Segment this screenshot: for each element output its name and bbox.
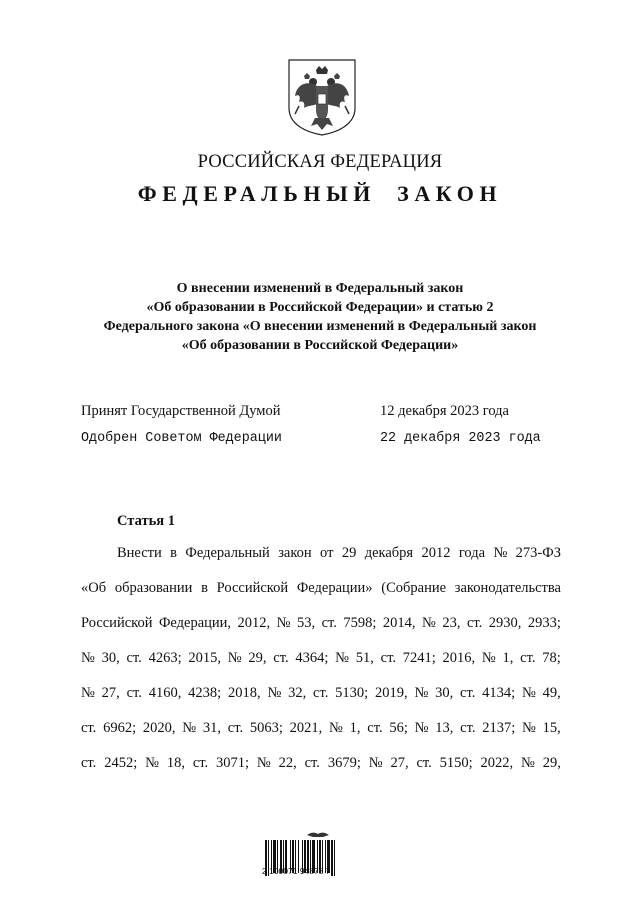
article-word: № (521, 755, 535, 771)
article-word: 4364; (295, 650, 329, 666)
article-word: 29 (341, 545, 357, 561)
article-word: ст. (416, 755, 432, 771)
article-word: 2933; (527, 615, 561, 631)
article-word: 27, (101, 685, 120, 701)
article-word: 49, (542, 685, 561, 701)
article-line (81, 571, 561, 606)
article-word: декабря (364, 545, 414, 561)
article-word: 6962; (103, 720, 137, 736)
article-word: № (182, 720, 197, 736)
article-word: 2018, (228, 685, 261, 701)
duma-label: Принят Государственной Думой (81, 403, 281, 419)
article-word: 7598; (343, 615, 377, 631)
article-word: ст. (273, 650, 289, 666)
article-word: 2021, (289, 720, 323, 736)
title-line: «Об образовании в Российской Федерации» (181, 338, 459, 353)
russian-coat-of-arms-icon (287, 58, 357, 136)
article-line (81, 606, 561, 641)
article-word: 2012, (237, 615, 271, 631)
article-word: ст. (313, 685, 329, 701)
article-word: ст. (321, 615, 337, 631)
article-word: № (276, 615, 291, 631)
article-word: 2930, (488, 615, 522, 631)
article-word: 2019, (375, 685, 408, 701)
article-word: 51, (355, 650, 374, 666)
article-word: № (227, 650, 242, 666)
council-label: Одобрен Советом Федерации (81, 431, 282, 446)
document-type: ФЕДЕРАЛЬНЫЙ ЗАКОН (137, 181, 503, 206)
article-line (81, 711, 561, 746)
article-word: 27, (390, 755, 409, 771)
article-word: 29, (542, 755, 561, 771)
article-word: Российской (216, 580, 289, 596)
article-word: 3679; (327, 755, 361, 771)
article-word: от (320, 545, 334, 561)
country-name: РОССИЙСКАЯ ФЕДЕРАЦИЯ (197, 152, 443, 172)
article-word: ст. (304, 755, 320, 771)
council-date: 22 декабря 2023 года (380, 431, 541, 446)
article-word: 29, (248, 650, 267, 666)
article-word: 2014, (382, 615, 416, 631)
article-word: 5063; (249, 720, 283, 736)
article-word: 2020, (142, 720, 176, 736)
article-word: ст. (81, 720, 97, 736)
article-line (81, 746, 561, 781)
law-title (40, 279, 600, 355)
article-word: 78; (542, 650, 561, 666)
article-line (81, 536, 561, 571)
article-word: 4263; (148, 650, 182, 666)
article-word: ст. (192, 755, 209, 771)
article-word: ст. (126, 650, 142, 666)
article-word: 4238; (188, 685, 222, 701)
article-word: 273-ФЗ (515, 545, 561, 561)
article-word: № (414, 720, 429, 736)
article-word: 7241; (402, 650, 436, 666)
article-word: 53, (296, 615, 316, 631)
article-word: № (368, 755, 383, 771)
title-line: «Об образовании в Российской Федерации» и статью 2 (146, 300, 494, 315)
article-word: № (522, 685, 536, 701)
article-word: № (481, 650, 496, 666)
article-word: Внести (117, 545, 162, 561)
article-word: 1, (349, 720, 361, 736)
article-word: в (170, 545, 177, 561)
article-word: 2137; (482, 720, 516, 736)
article-word: 4160, (148, 685, 182, 701)
article-word: ст. (81, 755, 97, 771)
article-word: № (522, 720, 536, 736)
article-word: 56; (389, 720, 408, 736)
article-word: ст. (227, 720, 244, 736)
article-word: ст. (367, 720, 383, 736)
article-word: № (414, 685, 429, 701)
article-word: № (329, 720, 343, 736)
article-word: 2452; (104, 755, 138, 771)
article-word: 3071; (216, 755, 250, 771)
title-line: О внесении изменений в Федеральный закон (176, 281, 464, 296)
article-line (81, 641, 561, 676)
article-word: (Собрание (381, 580, 447, 596)
article-word: № (256, 755, 271, 771)
title-line: Федерального закона «О внесении изменений в Федеральный закон (103, 319, 537, 334)
article-word: ст. (520, 650, 536, 666)
article-word: № (422, 615, 436, 631)
duma-date: 12 декабря 2023 года (380, 403, 509, 419)
barcode-number: 2 100071 94878 7 (262, 866, 331, 876)
article-word: законодательства (454, 580, 561, 596)
article-word: № (335, 650, 349, 666)
article-word: № (81, 685, 95, 701)
article-word: 5150; (439, 755, 473, 771)
article-word: 32, (288, 685, 307, 701)
article-word: в (201, 580, 208, 596)
article-word: образовании (114, 580, 193, 596)
article-word: ст. (460, 685, 476, 701)
article-word: ст. (126, 685, 142, 701)
article-word: 1, (502, 650, 514, 666)
article-word: Российской (81, 615, 153, 631)
article-word: 30, (101, 650, 120, 666)
article-word: № (493, 545, 508, 561)
article-line (81, 676, 561, 711)
article-word: 2022, (480, 755, 514, 771)
article-word: № (81, 650, 95, 666)
article-word: закон (278, 545, 312, 561)
article-word: 31, (202, 720, 221, 736)
article-word: ст. (380, 650, 396, 666)
article-word: 2012 (421, 545, 451, 561)
article-word: Федерации» (296, 580, 373, 596)
article-word: 18, (166, 755, 185, 771)
article-word: Федерации, (158, 615, 232, 631)
article-word: 30, (435, 685, 454, 701)
article-word: 2016, (442, 650, 476, 666)
article-word: 2015, (188, 650, 221, 666)
article-heading: Статья 1 (117, 513, 175, 529)
article-word: № (267, 685, 282, 701)
article-word: 13, (435, 720, 454, 736)
article-word: ст. (466, 615, 483, 631)
article-word: года (458, 545, 486, 561)
article-word: 23, (442, 615, 461, 631)
article-word: ст. (460, 720, 476, 736)
article-word: «Об (81, 580, 107, 596)
article-word: 4134; (482, 685, 516, 701)
article-word: № (145, 755, 159, 771)
article-word: 5130; (335, 685, 369, 701)
article-word: 22, (278, 755, 297, 771)
article-word: 15, (542, 720, 561, 736)
article-body (81, 536, 561, 781)
article-word: Федеральный (185, 545, 270, 561)
